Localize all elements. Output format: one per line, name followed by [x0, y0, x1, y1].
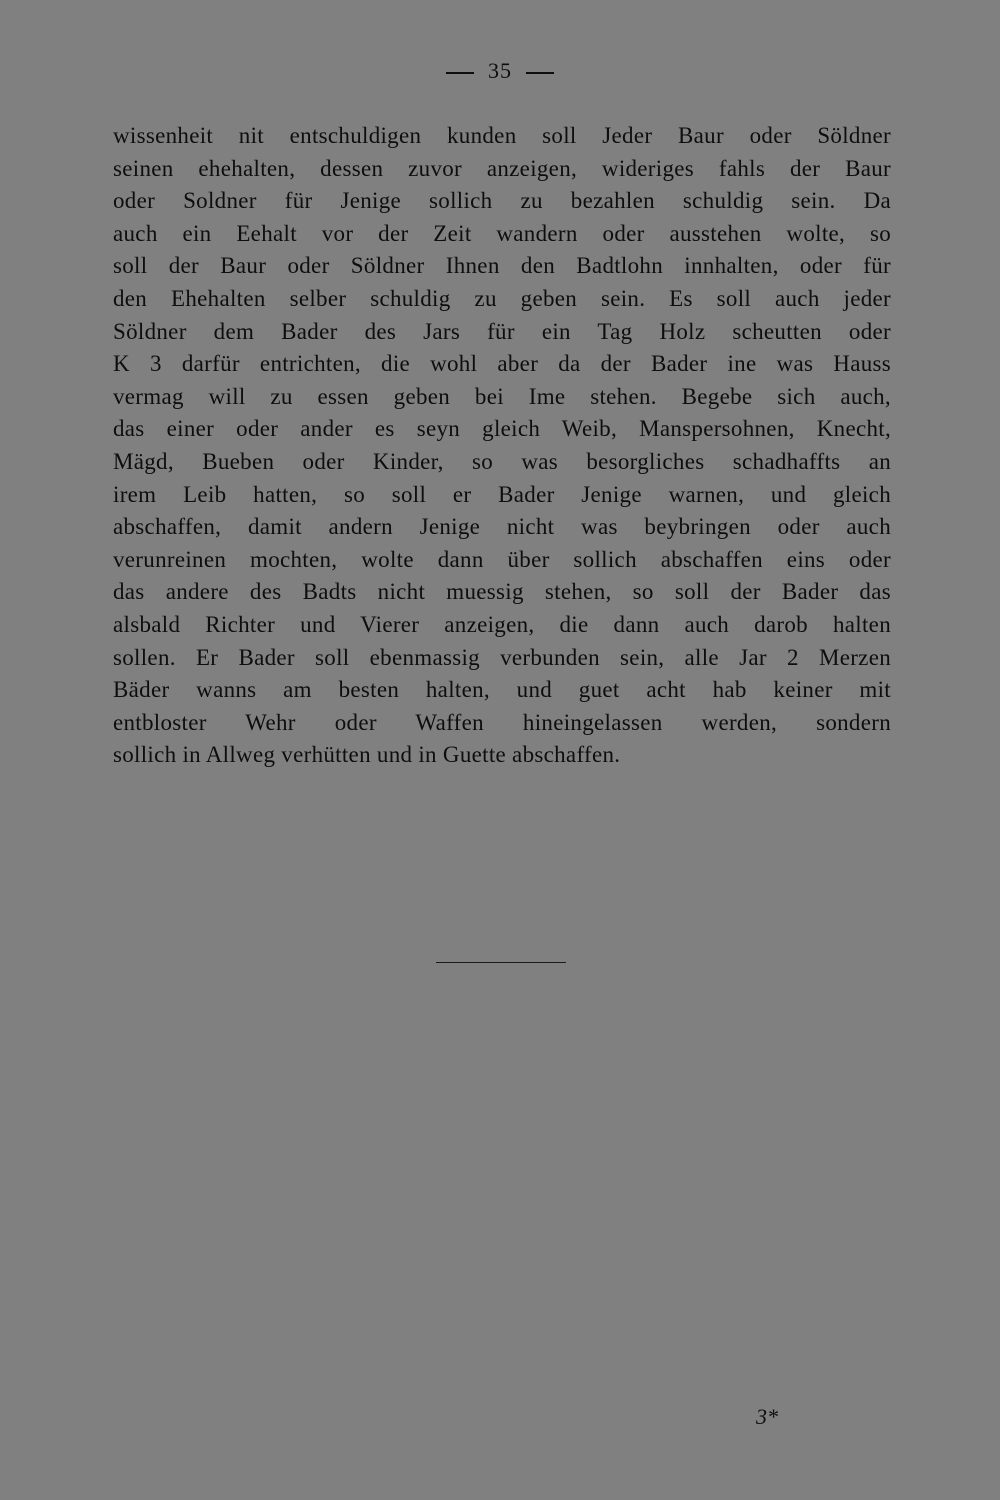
text-line-last: sollich in Allweg verhütten und in Guette abschaffen. — [113, 742, 621, 768]
text-line: verunreinen mochten, wolte dann über sollich abschaffen eins oder — [113, 546, 891, 572]
text-line: abschaffen, damit andern Jenige nicht was beybringen oder auch — [113, 514, 891, 540]
text-line: entbloster Wehr oder Waffen hineingelassen werden, sondern — [113, 709, 891, 735]
text-line: den Ehehalten selber schuldig zu geben sein. Es soll auch jeder — [113, 285, 891, 311]
text-line: seinen ehehalten, dessen zuvor anzeigen, wideriges fahls der Baur — [113, 155, 891, 181]
section-divider — [436, 962, 566, 963]
text-line: Bäder wanns am besten halten, und guet acht hab keiner mit — [113, 677, 891, 703]
page-header — [0, 58, 1000, 84]
signature-mark: 3* — [756, 1404, 778, 1429]
text-line: Söldner dem Bader des Jars für ein Tag Holz scheutten oder — [113, 318, 891, 344]
text-line: irem Leib hatten, so soll er Bader Jenige warnen, und gleich — [113, 481, 891, 507]
page-number: 35 — [488, 58, 512, 83]
text-line: K 3 darfür entrichten, die wohl aber da der Bader ine was Hauss — [113, 351, 891, 377]
text-line: soll der Baur oder Söldner Ihnen den Badtlohn innhalten, oder für — [113, 253, 891, 279]
header-dash-right — [526, 72, 554, 74]
text-line: oder Soldner für Jenige sollich zu bezahlen schuldig sein. Da — [113, 188, 891, 214]
text-line: das andere des Badts nicht muessig stehen, so soll der Bader das — [113, 579, 891, 605]
body-text — [113, 120, 891, 772]
text-line: wissenheit nit entschuldigen kunden soll Jeder Baur oder Söldner — [113, 123, 891, 148]
text-line: das einer oder ander es seyn gleich Weib, Manspersohnen, Knecht, — [113, 416, 891, 442]
header-dash-left — [446, 72, 474, 74]
text-line: Mägd, Bueben oder Kinder, so was besorgliches schadhaffts an — [113, 448, 891, 474]
text-line: alsbald Richter und Vierer anzeigen, die dann auch darob halten — [113, 611, 891, 637]
text-line: auch ein Eehalt vor der Zeit wandern oder ausstehen wolte, so — [113, 220, 891, 246]
text-line: vermag will zu essen geben bei Ime stehen. Begebe sich auch, — [113, 383, 891, 409]
text-line: sollen. Er Bader soll ebenmassig verbunden sein, alle Jar 2 Merzen — [113, 644, 891, 670]
